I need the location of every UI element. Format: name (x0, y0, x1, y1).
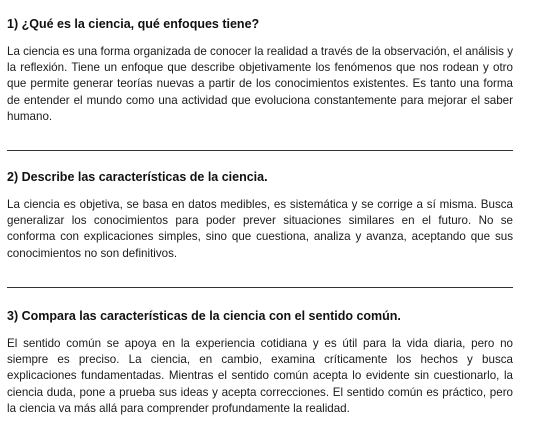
question-1 (7, 16, 513, 125)
question-1-answer: La ciencia es una forma organizada de conocer la realidad a través de la observación, el análisis y la reflexión. Tiene un enfoque que describe objetivamente los fenómenos que nos rodean y otro que permite generar teorías nuevas a partir de los conocimientos existentes. Es tanto una forma de entender el mundo como una actividad que evoluciona constantemente para mejorar el saber humano. (7, 45, 513, 123)
question-2-answer: La ciencia es objetiva, se basa en datos medibles, es sistemática y se corrige a sí misma. Busca generalizar los conocimientos para poder prever situaciones similares en el futuro. No se conforma con explicaciones simples, sino que cuestiona, analiza y avanza, aceptando que sus conocimientos no son definitivos. (7, 198, 513, 260)
question-3 (7, 308, 513, 417)
question-2 (7, 169, 513, 262)
divider-1 (7, 150, 513, 151)
question-1-heading: 1) ¿Qué es la ciencia, qué enfoques tiene? (7, 17, 260, 31)
question-3-answer: El sentido común se apoya en la experiencia cotidiana y es útil para la vida diaria, pero no siempre es preciso. La ciencia, en cambio, examina críticamente los hechos y busca explicaciones fundamentadas. Mientras el sentido común acepta lo evidente sin cuestionarlo, la ciencia duda, pone a prueba sus ideas y acepta correcciones. El sentido común es práctico, pero la ciencia va más allá para comprender profundamente la realidad. (7, 337, 513, 415)
question-2-heading: 2) Describe las características de la ciencia. (7, 170, 268, 184)
divider-2 (7, 287, 513, 288)
question-3-heading: 3) Compara las características de la ciencia con el sentido común. (7, 309, 401, 323)
